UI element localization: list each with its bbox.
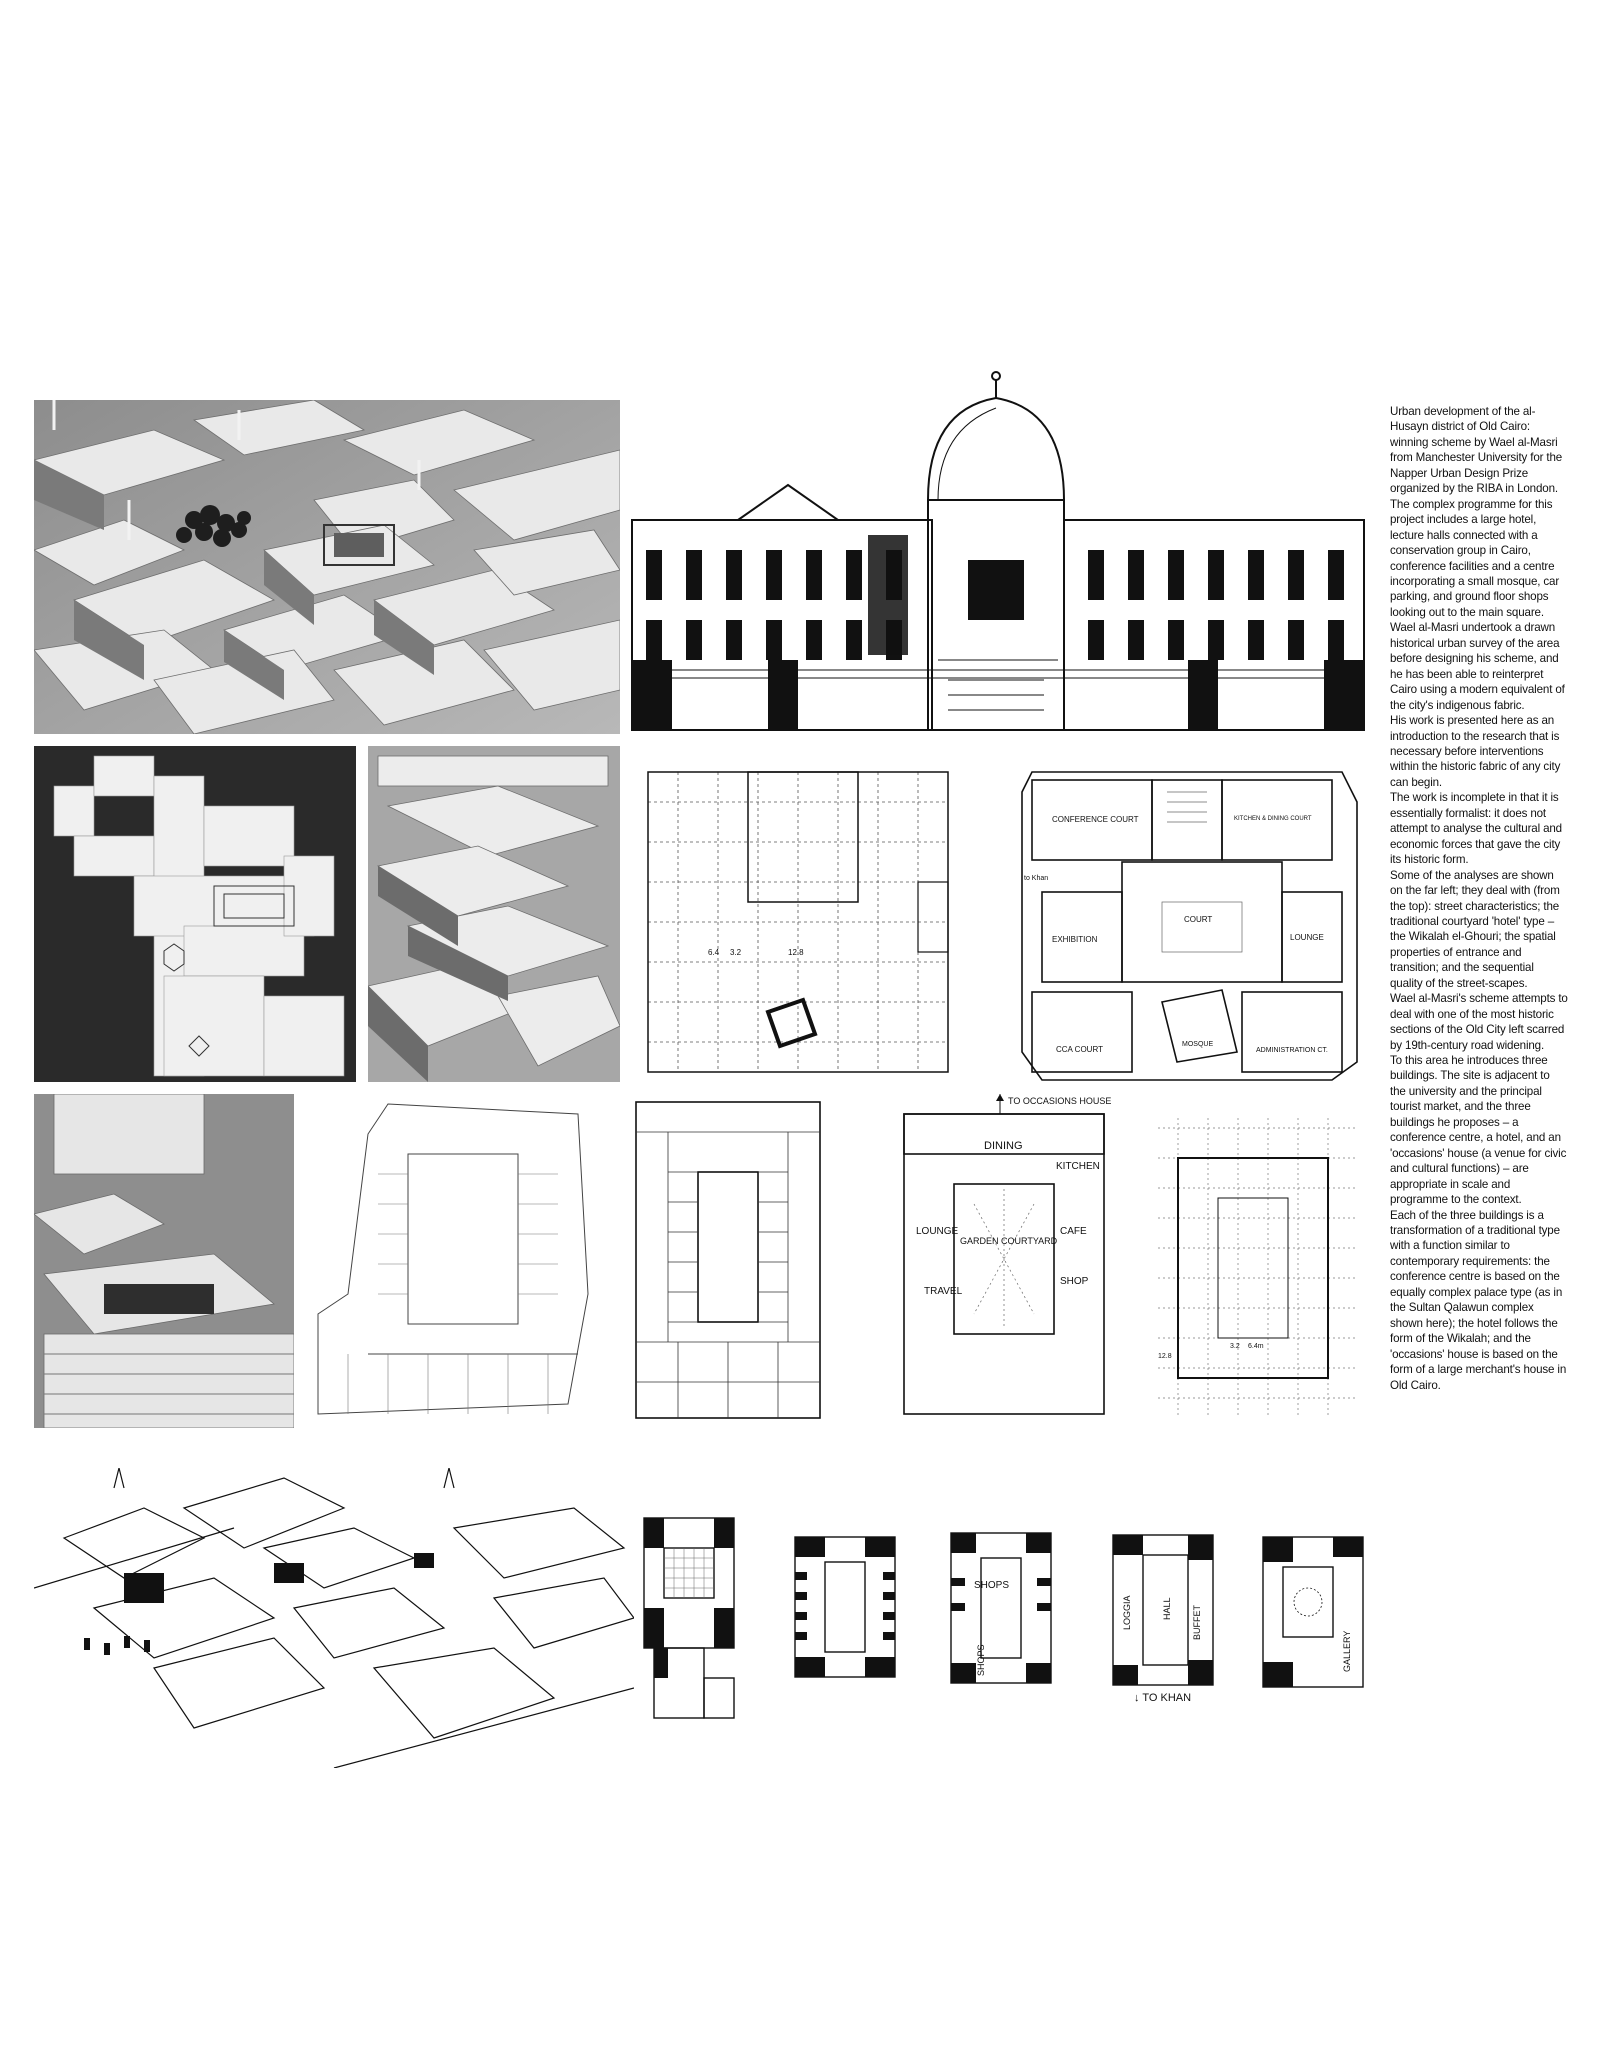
to-khan-text: TO KHAN <box>1142 1692 1192 1704</box>
aerial-model-photo <box>34 400 620 734</box>
caption-paragraph: Wael al-Masri's scheme attempts to deal with one of the most historic sections of the Old City left scarred by 19th-century road widening. <box>1390 992 1568 1052</box>
hotel-grid-dim-1: 12.8 <box>1158 1353 1172 1360</box>
grid-dim-1: 6.4 <box>708 948 720 957</box>
hotel-block-model-photo <box>34 1094 294 1428</box>
grid-site-plan <box>638 762 958 1082</box>
label-gallery: GALLERY <box>1342 1630 1352 1672</box>
label-conference-court: CONFERENCE COURT <box>1052 815 1139 824</box>
type-plan-4-merchant <box>1108 1530 1218 1690</box>
label-shops-2: SHOPS <box>976 1644 986 1676</box>
hotel-grid-dim-2: 3.2 <box>1230 1343 1240 1350</box>
label-loggia: LOGGIA <box>1122 1595 1132 1630</box>
label-mosque: MOSQUE <box>1182 1041 1214 1048</box>
grid-dim-3: 12.8 <box>788 948 804 957</box>
label-buffet: BUFFET <box>1192 1605 1202 1640</box>
caption-paragraph: Urban development of the al-Husayn district of Old Cairo: winning scheme by Wael al-Masri from Manchester University for the Napper Urban Design Prize organized by the RIBA in London. <box>1390 405 1563 496</box>
label-to-khan: to Khan <box>1024 875 1049 882</box>
label-travel: TRAVEL <box>924 1286 963 1297</box>
hotel-plan <box>628 1092 828 1422</box>
label-cafe: CAFE <box>1060 1226 1087 1237</box>
dark-site-plan <box>34 746 356 1082</box>
label-to-occasions-house: TO OCCASIONS HOUSE <box>1008 1096 1112 1106</box>
grid-dim-2: 3.2 <box>730 948 742 957</box>
label-shop: SHOP <box>1060 1276 1089 1287</box>
hotel-grid-plan <box>1148 1108 1368 1438</box>
caption-paragraph: To this area he introduces three buildings. The site is adjacent to the university and the principal tourist market, and the three buildings he proposes – a conference centre, a hotel, and an 'occasions' house (a venue for civic and cultural functions) – are appropriate in scale and programme to the context. <box>1390 1054 1567 1207</box>
type-plan-5-gallery <box>1258 1532 1368 1692</box>
label-lounge: LOUNGE <box>1290 933 1324 942</box>
streetscape-sketch <box>34 1468 634 1768</box>
label-shops-1: SHOPS <box>974 1580 1010 1591</box>
label-dining: DINING <box>984 1140 1023 1152</box>
label-hall: HALL <box>1162 1597 1172 1620</box>
type-plan-3-shops <box>946 1528 1056 1688</box>
label-garden-courtyard: GARDEN COURTYARD <box>960 1236 1058 1246</box>
to-khan-label <box>1134 1692 1191 1704</box>
elevation-drawing <box>628 360 1368 734</box>
down-arrow-icon: ↓ <box>1134 1692 1143 1704</box>
caption-paragraph: His work is presented here as an introduction to the research that is necessary before interventions within the historic fabric of any city can begin. <box>1390 714 1561 789</box>
caption-paragraph: Some of the analyses are shown on the far left; they deal with (from the top): street characteristics; the traditional courtyard 'hotel' type – the Wikalah el-Ghouri; the spatial properties of entrance and transition; and the sequential quality of the street-scapes. <box>1390 868 1560 990</box>
wikalah-plan <box>308 1094 608 1428</box>
label-administration: ADMINISTRATION CT. <box>1256 1047 1328 1054</box>
caption-column <box>1390 404 1568 1393</box>
label-exhibition: EXHIBITION <box>1052 935 1098 944</box>
sultan-qalawun-plan <box>634 1508 744 1728</box>
hotel-grid-dim-3: 6.4m <box>1248 1343 1264 1350</box>
caption-paragraph: Each of the three buildings is a transformation of a traditional type with a function similar to contemporary requirements: the conference centre is based on the equally complex palace type (as in the Sultan Qalawun complex shown here); the hotel follows the form of the Wikalah; and the 'occasions' house is based on the form of a large merchant's house in Old Cairo. <box>1390 1208 1567 1392</box>
label-cca-court: CCA COURT <box>1056 1045 1103 1054</box>
caption-paragraph: The work is incomplete in that it is essentially formalist: it does not attempt to analyse the cultural and economic forces that gave the city its historic form. <box>1390 791 1562 867</box>
caption-paragraph: The complex programme for this project includes a large hotel, lecture halls connected with a conservation group in Cairo, conference facilities and a centre incorporating a small mosque, car parking, and ground floor shops looking out to the main square. <box>1390 497 1560 619</box>
label-kitchen: KITCHEN <box>1056 1161 1100 1172</box>
label-kitchen-dining: KITCHEN & DINING COURT <box>1234 816 1312 822</box>
caption-paragraph: Wael al-Masri undertook a drawn historical urban survey of the area before designing his scheme, and he has been able to reinterpret Cairo using a modern equivalent of the city's indigenous fabric. <box>1390 621 1565 712</box>
label-court: COURT <box>1184 915 1213 924</box>
occasions-house-plan <box>884 1094 1116 1424</box>
label-lounge-2: LOUNGE <box>916 1226 959 1237</box>
conference-centre-plan <box>1012 762 1364 1082</box>
hotel-model-photo <box>368 746 620 1082</box>
type-plan-2 <box>790 1532 900 1682</box>
